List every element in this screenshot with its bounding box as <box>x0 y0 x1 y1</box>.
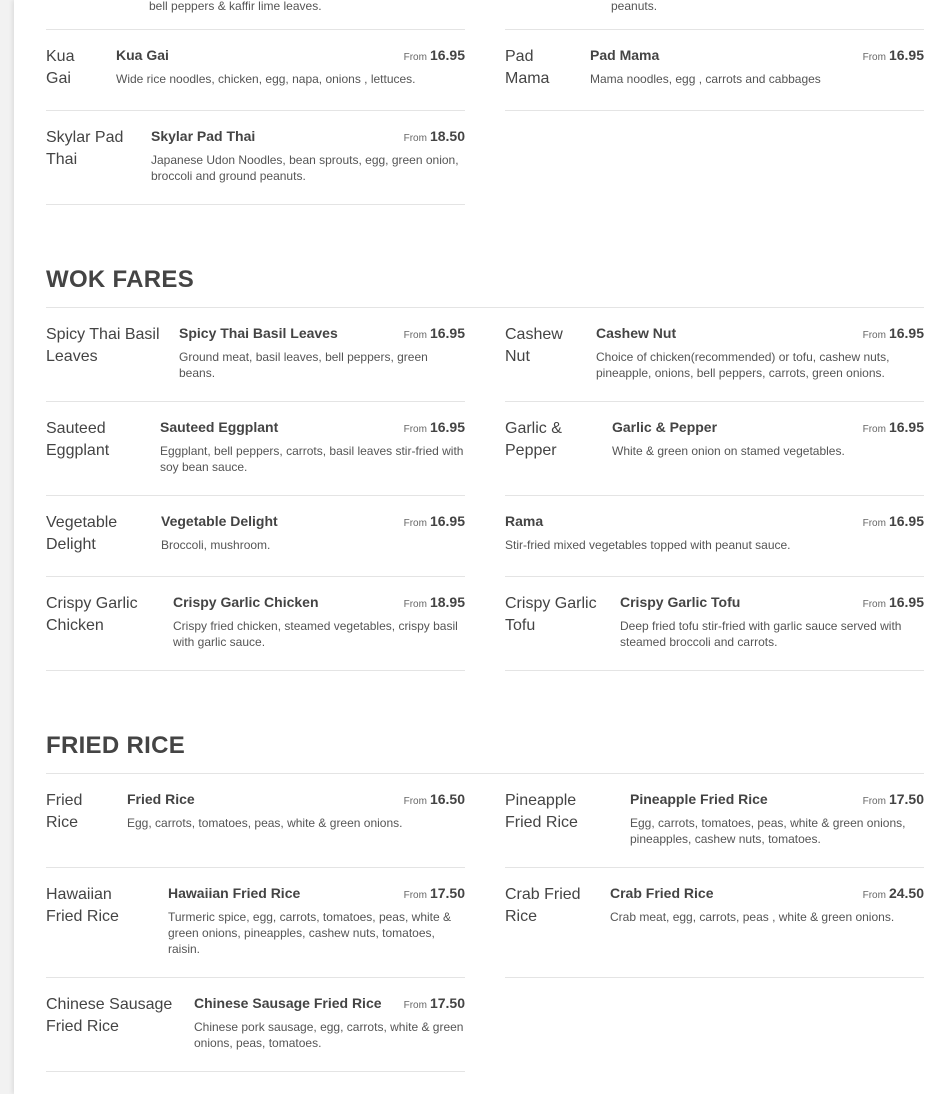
item-price: From 17.50 <box>862 791 924 807</box>
partial-row <box>46 0 924 30</box>
item-name: Sauteed Eggplant <box>160 419 279 435</box>
noodles-grid <box>46 30 924 205</box>
item-price: From 16.95 <box>862 325 924 341</box>
item-description: peanuts. <box>611 0 658 13</box>
item-name: Fried Rice <box>127 791 195 807</box>
item-description: White & green onion on stamed vegetables. <box>612 444 845 458</box>
item-price: From 18.95 <box>403 594 465 610</box>
item-image[interactable]: Pineapple Fried Rice <box>505 792 578 831</box>
item-name: Vegetable Delight <box>161 513 278 529</box>
item-description: Egg, carrots, tomatoes, peas, white & green onions, pineapples, cashew nuts, tomatoes. <box>630 816 906 846</box>
item-name: Crab Fried Rice <box>610 885 714 901</box>
item-price: From 16.95 <box>403 513 465 529</box>
menu-item-pineapple-fried-rice[interactable] <box>505 774 924 868</box>
menu-item-rama[interactable] <box>505 496 924 577</box>
fried-rice-grid <box>46 774 924 1072</box>
item-description: Eggplant, bell peppers, carrots, basil leaves stir-fried with soy bean sauce. <box>160 444 464 474</box>
item-description: bell peppers & kaffir lime leaves. <box>149 0 322 13</box>
item-description: Mama noodles, egg , carrots and cabbages <box>590 72 821 86</box>
menu-item-skylar-pad-thai[interactable] <box>46 111 465 205</box>
item-description: Wide rice noodles, chicken, egg, napa, onions , lettuces. <box>116 72 416 86</box>
item-name: Cashew Nut <box>596 325 677 341</box>
menu-item-pad-mama[interactable] <box>505 30 924 111</box>
item-image[interactable]: Cashew Nut <box>505 326 563 365</box>
item-price: From 16.95 <box>862 594 924 610</box>
item-name: Rama <box>505 513 544 529</box>
item-image[interactable]: Hawaiian Fried Rice <box>46 886 119 925</box>
item-name: Kua Gai <box>116 47 169 63</box>
item-price: From 16.50 <box>403 791 465 807</box>
menu-item-crab-fried-rice[interactable] <box>505 868 924 978</box>
item-image[interactable]: Skylar Pad Thai <box>46 129 124 168</box>
item-description: Stir-fried mixed vegetables topped with peanut sauce. <box>505 538 791 552</box>
item-price: From 16.95 <box>403 47 465 63</box>
item-price: From 24.50 <box>862 885 924 901</box>
menu-page <box>14 0 950 1094</box>
item-description: Choice of chicken(recommended) or tofu, cashew nuts, pineapple, onions, bell peppers, carrots, green onions. <box>596 350 890 380</box>
item-image[interactable]: Crispy Garlic Chicken <box>46 595 138 634</box>
menu-item-cashew-nut[interactable] <box>505 308 924 402</box>
menu-item-hawaiian-fried-rice[interactable] <box>46 868 465 978</box>
partial-item-right[interactable] <box>505 0 924 30</box>
menu-item-crispy-garlic-tofu[interactable] <box>505 577 924 671</box>
item-name: Pineapple Fried Rice <box>630 791 768 807</box>
item-price: From 16.95 <box>403 325 465 341</box>
menu-item-sauteed-eggplant[interactable] <box>46 402 465 496</box>
menu-item-fried-rice[interactable] <box>46 774 465 868</box>
wok-fares-grid <box>46 308 924 671</box>
item-description: Egg, carrots, tomatoes, peas, white & green onions. <box>127 816 403 830</box>
item-image[interactable]: Vegetable Delight <box>46 514 118 553</box>
item-name: Garlic & Pepper <box>612 419 718 435</box>
empty-cell <box>505 111 924 205</box>
item-price: From 16.95 <box>862 419 924 435</box>
item-price: From 16.95 <box>862 513 924 529</box>
item-name: Skylar Pad Thai <box>151 128 256 144</box>
menu-content <box>46 0 924 1072</box>
item-name: Hawaiian Fried Rice <box>168 885 301 901</box>
item-name: Crispy Garlic Tofu <box>620 594 741 610</box>
item-price: From 16.95 <box>862 47 924 63</box>
menu-item-garlic-pepper[interactable] <box>505 402 924 496</box>
item-price: From 17.50 <box>403 995 465 1011</box>
item-description: Deep fried tofu stir-fried with garlic sauce served with steamed broccoli and carrots. <box>620 619 902 649</box>
item-description: Turmeric spice, egg, carrots, tomatoes, peas, white & green onions, pineapples, cashew nuts, tomatoes, raisin. <box>168 910 452 956</box>
section-title-wok-fares: WOK FARES <box>46 205 924 308</box>
item-price: From 17.50 <box>403 885 465 901</box>
item-price: From 18.50 <box>403 128 465 144</box>
item-description: Crab meat, egg, carrots, peas , white & green onions. <box>610 910 895 924</box>
item-image[interactable]: Pad Mama <box>505 48 550 87</box>
item-name: Spicy Thai Basil Leaves <box>179 325 338 341</box>
item-image[interactable]: Crab Fried Rice <box>505 886 581 925</box>
menu-item-chinese-sausage-fried-rice[interactable] <box>46 978 465 1072</box>
section-title-fried-rice: FRIED RICE <box>46 671 924 774</box>
item-image[interactable]: Spicy Thai Basil Leaves <box>46 326 160 365</box>
item-name: Pad Mama <box>590 47 660 63</box>
menu-item-kua-gai[interactable] <box>46 30 465 111</box>
item-image[interactable]: Chinese Sausage Fried Rice <box>46 996 173 1035</box>
item-description: Crispy fried chicken, steamed vegetables, crispy basil with garlic sauce. <box>173 619 458 649</box>
item-description: Broccoli, mushroom. <box>161 538 271 552</box>
item-description: Chinese pork sausage, egg, carrots, white & green onions, peas, tomatoes. <box>194 1020 464 1050</box>
menu-item-vegetable-delight[interactable] <box>46 496 465 577</box>
menu-item-spicy-thai-basil-leaves[interactable] <box>46 308 465 402</box>
item-image[interactable]: Crispy Garlic Tofu <box>505 595 597 634</box>
item-image[interactable]: Fried Rice <box>46 792 83 831</box>
item-image[interactable]: Garlic & Pepper <box>505 420 562 459</box>
item-name: Chinese Sausage Fried Rice <box>194 995 382 1011</box>
item-name: Crispy Garlic Chicken <box>173 594 319 610</box>
item-image[interactable]: Sauteed Eggplant <box>46 420 110 459</box>
partial-item-left[interactable] <box>46 0 465 30</box>
item-description: Japanese Udon Noodles, bean sprouts, egg, green onion, broccoli and ground peanuts. <box>151 153 459 183</box>
menu-item-crispy-garlic-chicken[interactable] <box>46 577 465 671</box>
item-image[interactable]: Kua Gai <box>46 48 75 87</box>
item-description: Ground meat, basil leaves, bell peppers, green beans. <box>179 350 428 380</box>
item-price: From 16.95 <box>403 419 465 435</box>
